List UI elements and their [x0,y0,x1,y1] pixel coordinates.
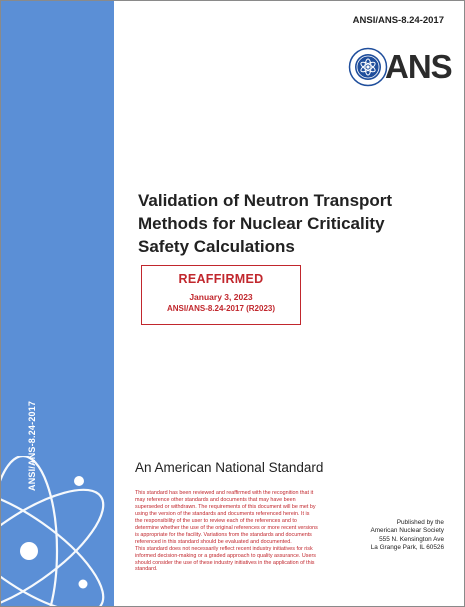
ans-logo-text: ANS [385,48,452,85]
reaffirmed-label: REAFFIRMED [178,272,264,286]
disclaimer-line: referenced in this standard should be evaluated and documented. [135,538,292,545]
disclaimer-line: superseded or withdrawn. The requirements of this document will be met by [135,503,316,510]
ans-seal-icon [348,47,388,87]
publisher-info [370,519,444,553]
side-document-code: ANSI/ANS-8.24-2017 [27,400,37,491]
disclaimer-line: informed decision-making or a graded approach to quality assurance. Users [135,552,316,559]
standard-label: An American National Standard [135,460,324,475]
disclaimer-line: This standard does not necessarily reflect recent industry initiatives for risk [135,545,313,552]
title-line: Methods for Nuclear Criticality [138,214,385,233]
ans-logo [348,43,453,91]
document-code: ANSI/ANS-8.24-2017 [352,15,444,26]
disclaimer-line: using the version of the standards and documents referenced herein. It is [135,510,310,517]
title-line: Safety Calculations [138,237,295,256]
publisher-line: La Grange Park, IL 60526 [370,544,444,552]
disclaimer-line: is appropriate for the facility. Variations from the standards and documents [135,531,312,538]
publisher-line: American Nuclear Society [370,527,444,535]
blue-sidebar [1,1,114,606]
disclaimer-line: standard. [135,566,158,573]
reaffirmed-date: January 3, 2023 [189,292,253,302]
disclaimer-line: should consider the use of these industry initiatives in the application of this [135,559,315,566]
document-title [138,189,438,258]
publisher-line: Published by the [396,519,444,526]
atom-graphic-icon [1,456,114,606]
reaffirmed-stamp [141,265,301,325]
disclaimer-line: may reference other standards and documents that may have been [135,496,296,503]
publisher-line: 555 N. Kensington Ave [379,535,444,543]
title-line: Validation of Neutron Transport [138,191,393,210]
reaffirmation-disclaimer [135,490,340,573]
disclaimer-line: This standard has been reviewed and reaffirmed with the recognition that it [135,490,314,496]
disclaimer-line: determine whether the use of the original references or more recent versions [135,524,318,531]
reaffirmed-code: ANSI/ANS-8.24-2017 (R2023) [166,304,276,313]
disclaimer-line: the responsibility of the user to review each of the references and to [135,517,297,524]
